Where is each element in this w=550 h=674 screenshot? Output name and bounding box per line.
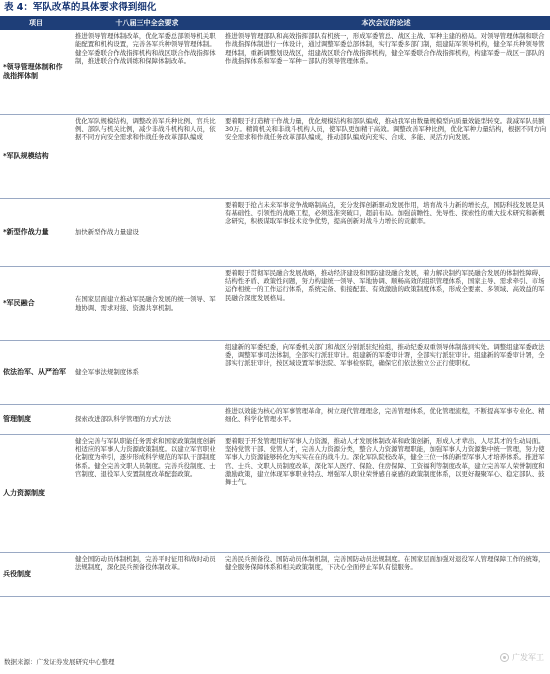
row-requirement: 推进领导管理体制改革，优化军委总部领导机关职能配置和机构设置，完善各军兵种领导管理体制。健全军委联合作战指挥机构和战区联合作战指挥体制，推进联合作战训练和保障体制改革。 — [72, 30, 222, 114]
row-discussion: 推进领导管理部队和高效指挥部队有机统一，形成军委管总、战区主战、军种主建的格局。对领导管理体制和联合作战指挥体制进行一体设计，通过调整军委总部体制，实行军委多部门制，组建陆军领导机构，健全军兵种领导管理体制，重新调整划设战区，组建战区联合作战指挥机构，健全军委联合作战指挥机构，构建军委－战区－部队的作战指挥体系和军委－军种－部队的领导管理体系。 — [222, 30, 550, 114]
header-requirement: 十八届三中全会要求 — [72, 16, 222, 30]
table-row — [0, 404, 550, 434]
header-item: 项目 — [0, 16, 72, 30]
data-source-note: 数据来源：广发证券发展研究中心整理 — [4, 658, 115, 666]
row-discussion: 要着眼于贯彻军民融合发展战略，推动经济建设和国防建设融合发展，着力解决制约军民融合发展的体制性障碍、结构性矛盾、政策性问题，努力构建统一领导、军地协调、顺畅高效的组织管理体系，国家主导、需求牵引、市场运作相统一的工作运行体系，系统完备、衔接配套、有效激励的政策制度体系，形成全要素、多领域、高效益的军民融合深度发展格局。 — [222, 266, 550, 340]
row-discussion: 组建新的军委纪委，向军委机关部门和战区分别派驻纪检组，推动纪委双重领导体制落到实处。调整组建军委政法委，调整军事司法体制，全部实行派驻审计。组建新的军委审计署，全部实行派驻审计。组建新的军委审计署，全部实行派驻审计，按区域设置军事法院、军事检察院，确保它们依法独立公正行使职权。 — [222, 340, 550, 404]
row-requirement: 加快新型作战力量建设 — [72, 198, 222, 266]
watermark-text: 广发军工 — [512, 653, 544, 662]
row-requirement: 探索改进部队科学管理的方式方法 — [72, 404, 222, 434]
row-discussion: 完善民兵预备役、国防动员体制机制，完善国防动员法规制度。在国家层面加强对退役军人管理保障工作的统筹，健全服务保障体系和相关政策制度，下决心全面停止军队有偿服务。 — [222, 552, 550, 596]
row-requirement: 优化军队规模结构，调整改善军兵种比例、官兵比例、部队与机关比例，减少非战斗机构和人员，依据不同方向安全需求和作战任务改革部队编成 — [72, 114, 222, 198]
header-discussion: 本次会议的论述 — [222, 16, 550, 30]
table-caption: 表 4：军队改革的具体要求得到细化 — [4, 2, 157, 13]
reform-requirements-table — [0, 16, 550, 597]
row-category: *新型作战力量 — [0, 198, 72, 266]
row-category: *军队规模结构 — [0, 114, 72, 198]
wechat-icon — [500, 653, 509, 662]
row-requirement: 健全国防动员体制机制，完善平时征用和战时动员法规制度，深化民兵预备役体制改革。 — [72, 552, 222, 596]
table-row — [0, 30, 550, 114]
row-requirement: 在国家层面建立推动军民融合发展的统一领导、军地协调、需求对接、资源共享机制。 — [72, 266, 222, 340]
row-category: 依法治军、从严治军 — [0, 340, 72, 404]
row-requirement: 健全军事法规制度体系 — [72, 340, 222, 404]
table-row — [0, 114, 550, 198]
table-row — [0, 266, 550, 340]
row-category: 兵役制度 — [0, 552, 72, 596]
row-discussion: 要着眼于打造精干作战力量，优化规模结构和部队编成，推动我军由数量规模型向质量效能型转变。裁减军队员额30万。精简机关和非战斗机构人员，使军队更加精干高效。调整改善军种比例，优化军种力量结构，根据不同方向安全需求和作战任务改革部队编成，推动部队编成向充实、合成、多能、灵活方向发展。 — [222, 114, 550, 198]
row-category: *领导管理体制和作战指挥体制 — [0, 30, 72, 114]
table-row — [0, 434, 550, 552]
row-discussion: 要着眼于抢占未来军事竞争战略制高点，充分发挥创新驱动发展作用，培育战斗力新的增长点，国防科技发展是具有基础性、引领性的战略工程，必须选准突破口，超前布局。加强前瞻性、先导性、探索性的重大技术研究和新概念研究，积极谋取军事技术竞争优势，提高创新对战斗力增长的贡献率。 — [222, 198, 550, 266]
row-discussion: 推进以效能为核心的军事管理革命，树立现代管理理念，完善管理体系，优化管理流程，不断提高军事专业化、精细化、科学化管理水平。 — [222, 404, 550, 434]
row-category: 人力资源制度 — [0, 434, 72, 552]
row-category: *军民融合 — [0, 266, 72, 340]
watermark — [500, 652, 544, 663]
row-category: 管理制度 — [0, 404, 72, 434]
table-header-row — [0, 16, 550, 30]
table-row — [0, 340, 550, 404]
table-row — [0, 552, 550, 596]
table-row — [0, 198, 550, 266]
row-discussion: 要着眼于开发管理用好军事人力资源，推动人才发展体制改革和政策创新，形成人才辈出、人尽其才的生动局面。坚持党管干部、党管人才，完善人力资源分类，整合人力资源管理职能，加强军事人力资源集中统一管理，努力使军事人力资源能够转化为实实在在的战斗力。深化军队院校改革，健全三位一体的新型军事人才培养体系。推进军官、士兵、文职人员制度改革，深化军人医疗、保险、住房保障、工资福利等制度改革，建立完善军人荣誉制度和激励政策，建立体现军事职业特点、增强军人职业荣誉感自豪感的政策制度体系，以更好凝聚军心、稳定部队、鼓舞士气。 — [222, 434, 550, 552]
row-requirement: 健全完善与军队职能任务需求和国家政策制度创新相适应的军事人力资源政策制度。以建立军官职业化制度为牵引，逐步形成科学规范的军队干部制度体系。健全完善文职人员制度。完善兵役制度、士官制度、退役军人安置制度改革配套政策。 — [72, 434, 222, 552]
